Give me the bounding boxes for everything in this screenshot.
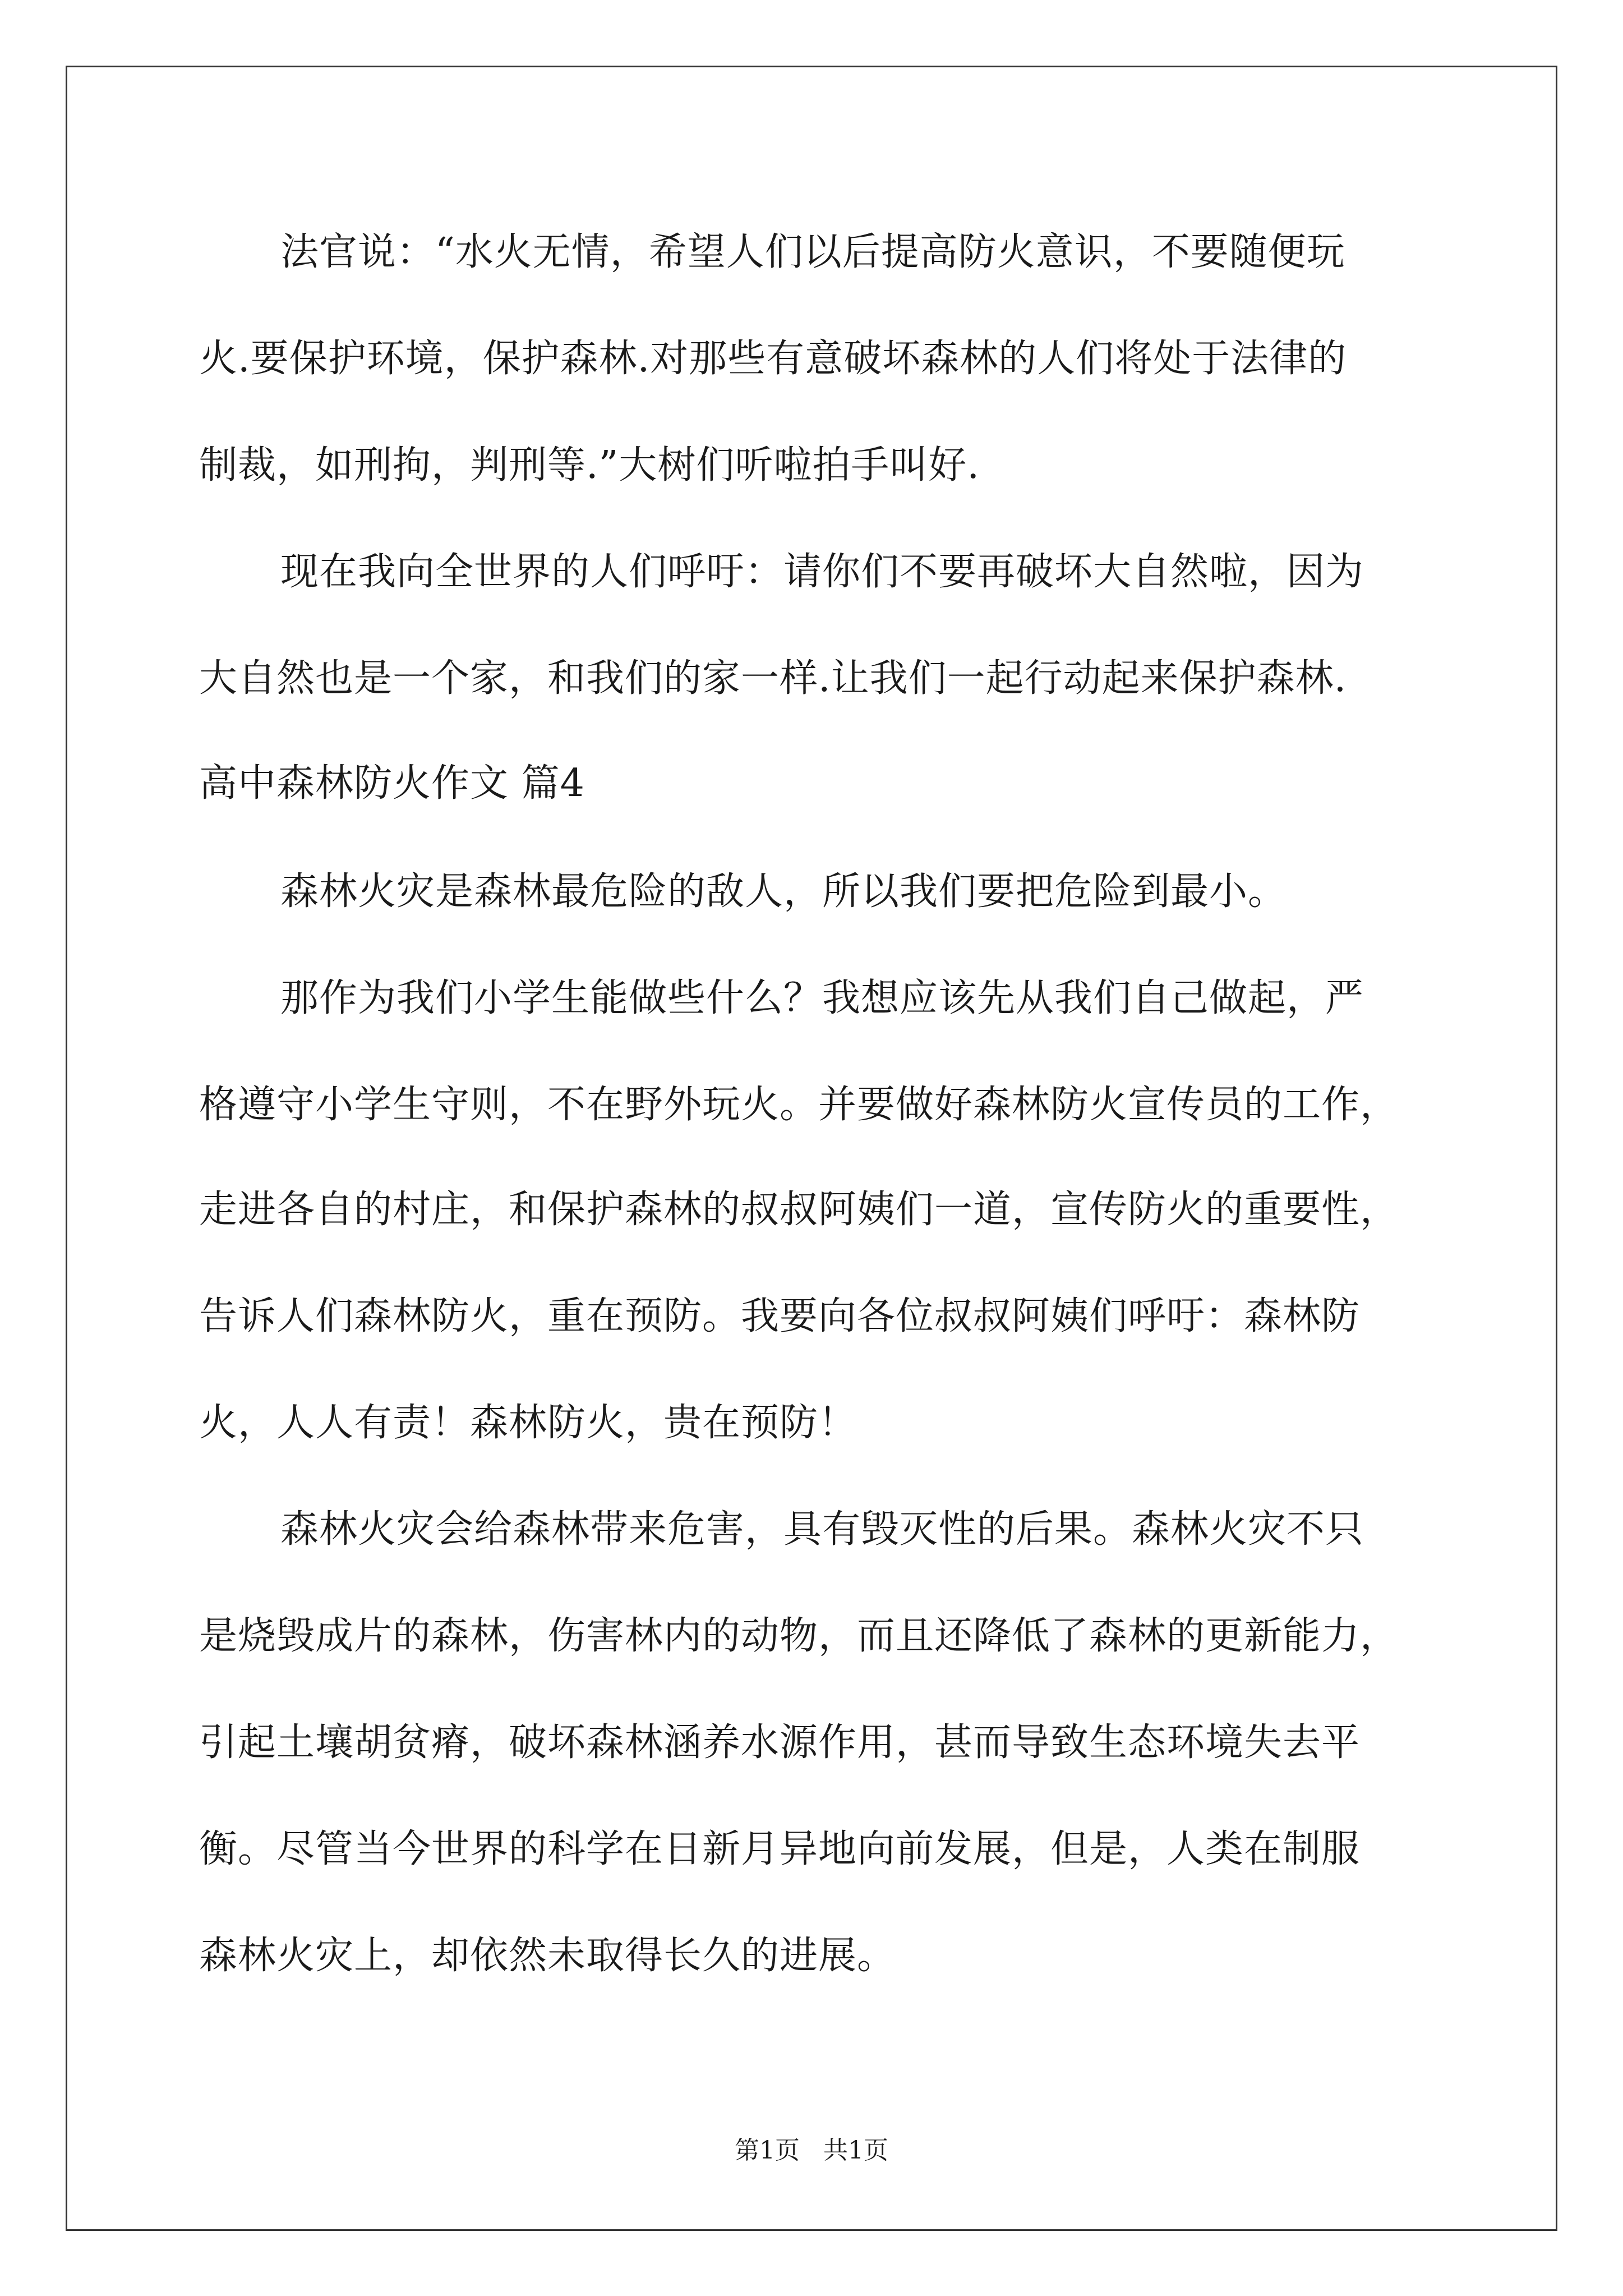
- section-heading: 高中森林防火作文 篇4: [199, 761, 585, 806]
- page-footer: 第1页 共1页: [735, 2136, 888, 2165]
- paragraph-1-line-1: 法官说：“水火无情，希望人们以后提高防火意识，不要随便玩: [280, 230, 1345, 274]
- paragraph-4-line-2: 格遵守小学生守则，不在野外玩火。并要做好森林防火宣传员的工作，: [199, 1083, 1399, 1127]
- paragraph-5-line-5: 森林火灾上，却依然未取得长久的进展。: [199, 1934, 896, 1978]
- paragraph-3-line-1: 森林火灾是森林最危险的敌人，所以我们要把危险到最小。: [280, 869, 1287, 914]
- paragraph-4-line-5: 火，人人有责！森林防火，贵在预防！: [199, 1401, 857, 1445]
- paragraph-2-line-2: 大自然也是一个家，和我们的家一样.让我们一起行动起来保护森林.: [199, 656, 1347, 701]
- paragraph-4-line-3: 走进各自的村庄，和保护森林的叔叔阿姨们一道，宣传防火的重要性，: [199, 1188, 1399, 1232]
- paragraph-1-line-3: 制裁，如刑拘，判刑等.”大树们听啦拍手叫好.: [199, 443, 980, 487]
- paragraph-1-line-2: 火.要保护环境，保护森林.对那些有意破坏森林的人们将处于法律的: [199, 337, 1347, 381]
- paragraph-4-line-4: 告诉人们森林防火，重在预防。我要向各位叔叔阿姨们呼吁：森林防: [199, 1294, 1361, 1338]
- paragraph-5-line-1: 森林火灾会给森林带来危害，具有毁灭性的后果。森林火灾不只: [280, 1507, 1364, 1552]
- page-frame: [66, 66, 1557, 2231]
- paragraph-5-line-2: 是烧毁成片的森林，伤害林内的动物，而且还降低了森林的更新能力，: [199, 1614, 1399, 1658]
- paragraph-5-line-3: 引起土壤胡贫瘠，破坏森林涵养水源作用，甚而导致生态环境失去平: [199, 1720, 1361, 1765]
- paragraph-4-line-1: 那作为我们小学生能做些什么？我想应该先从我们自己做起，严: [280, 976, 1364, 1020]
- paragraph-2-line-1: 现在我向全世界的人们呼吁：请你们不要再破坏大自然啦，因为: [280, 550, 1364, 594]
- paragraph-5-line-4: 衡。尽管当今世界的科学在日新月异地向前发展，但是，人类在制服: [199, 1827, 1361, 1871]
